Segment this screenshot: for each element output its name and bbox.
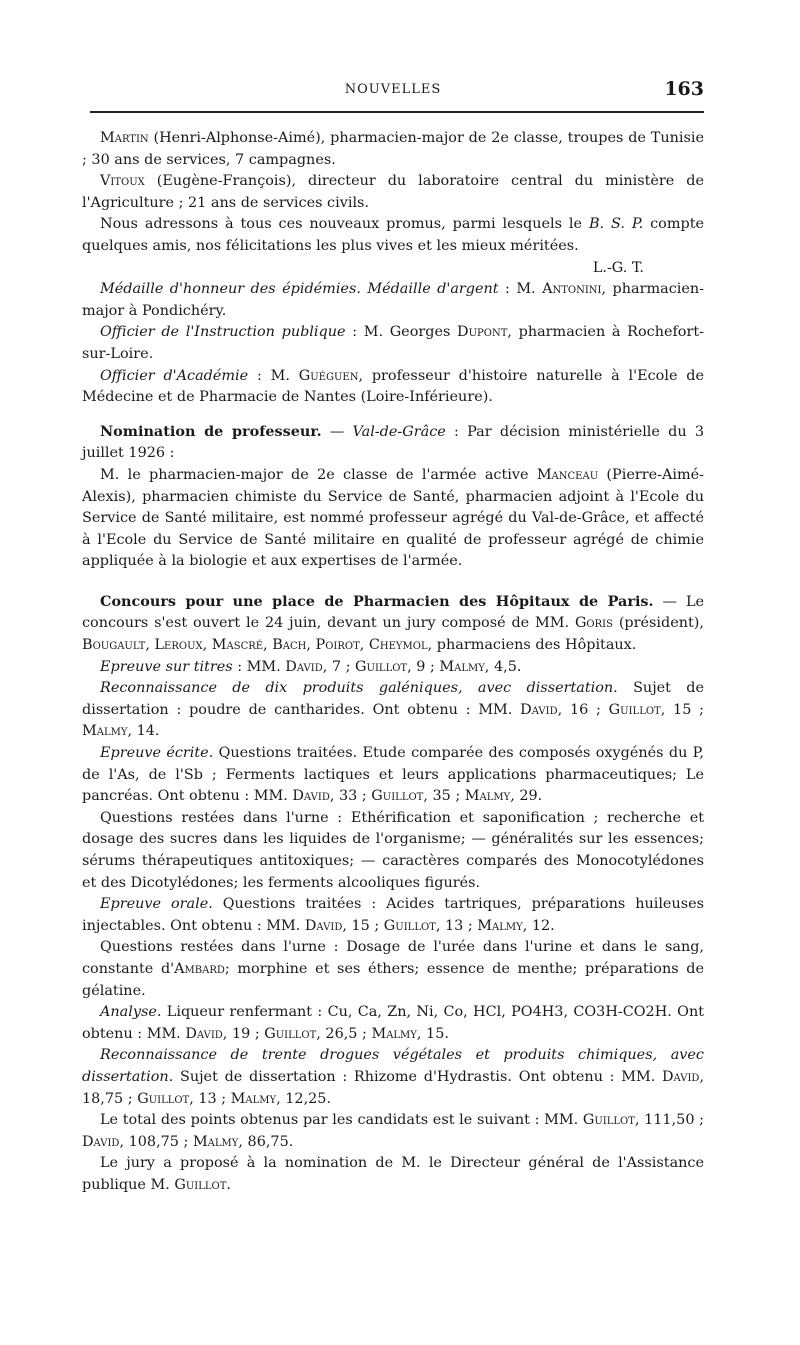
exam-title: Reconnaissance de trente drogues végétales et produits chimiques, avec dissertation. bbox=[82, 1047, 704, 1085]
person-names: Bougault, Leroux, Mascré, Bach, Poirot, Cheymol bbox=[82, 637, 428, 654]
running-header bbox=[82, 78, 704, 100]
paragraph bbox=[82, 808, 704, 894]
results: David, 7 ; Guillot, 9 ; Malmy, 4,5. bbox=[285, 658, 522, 675]
article-body bbox=[82, 128, 704, 1197]
paragraph bbox=[82, 214, 704, 257]
person-name: Goris bbox=[574, 615, 613, 632]
signature: L.-G. T. bbox=[592, 259, 644, 276]
person-name: Vitoux bbox=[100, 173, 145, 190]
results: David, 18,75 ; Guillot, 13 ; Malmy, 12,25. bbox=[82, 1068, 705, 1107]
section-heading: Concours pour une place de Pharmacien des Hôpitaux de Paris. bbox=[100, 592, 654, 610]
paragraph bbox=[82, 279, 704, 322]
text: (président), bbox=[618, 615, 704, 632]
paragraph bbox=[82, 322, 704, 365]
paragraph bbox=[82, 591, 704, 657]
text: Nous adressons à tous ces nouveaux promus, parmi lesquels le bbox=[100, 216, 583, 233]
text: Questions restées dans l'urne : Ethérification et saponification ; recherche et dosage des sucres dans les liquides de l'organisme; — généralités sur les essences; sérums thérapeutiques antitoxiques; — caractères comparés des Monocotylédones et des Dicotylédones; les ferments alcooliques figurés. bbox=[82, 809, 704, 891]
text: ; morphine et ses éthers; essence de menthe; préparations de gélatine. bbox=[82, 960, 704, 999]
paragraph bbox=[82, 678, 704, 743]
person-name: Martin bbox=[100, 130, 149, 146]
text: Questions restées dans l'urne : Dosage de l'urée dans l'urine et dans le sang, constante d' bbox=[82, 939, 704, 977]
header-title: NOUVELLES bbox=[344, 82, 442, 97]
paragraph bbox=[82, 171, 704, 214]
results: David, 16 ; Guillot, 15 ; Malmy, 14. bbox=[82, 701, 704, 740]
text: (Pierre-Aimé-Alexis), pharmacien chimiste du Service de Santé, pharmacien adjoint à l'Ecole du Service de Santé militaire, est nommé professeur agrégé du Val-de-Grâce, et affecté à l'Ecole du Service de Santé militaire en qualité de professeur agrégé de chimie appliquée à la biologie et aux expertises de l'armée. bbox=[82, 466, 704, 570]
paragraph bbox=[82, 937, 704, 1002]
text: Questions traitées. Etude comparée des composés oxygénés du P, de l'As, de l'Sb ; Ferments lactiques et leurs applications pharmaceutiques; Le pancréas. Ont obtenu : MM. bbox=[82, 745, 704, 805]
text: : M. bbox=[505, 281, 536, 298]
results: David, 19 ; Guillot, 26,5 ; Malmy, 15. bbox=[185, 1025, 449, 1042]
paragraph bbox=[82, 657, 704, 679]
person-name: Guillot bbox=[174, 1176, 227, 1193]
person-name: Manceau bbox=[536, 466, 599, 483]
text: Sujet de dissertation : poudre de cantharides. Ont obtenu : MM. bbox=[82, 680, 704, 718]
paragraph bbox=[82, 894, 704, 937]
text: Le jury a proposé à la nomination de M. le Directeur général de l'Assistance publique M. bbox=[82, 1155, 704, 1193]
text: (Henri-Alphonse-Aimé), pharmacien-major de 2e classe, troupes de Tunisie ; 30 ans de services, 7 campagnes. bbox=[82, 130, 704, 168]
paragraph bbox=[82, 128, 704, 171]
text: Questions traitées : Acides tartriques, préparations huileuses injectables. Ont obtenu : MM. bbox=[82, 896, 705, 934]
person-name: Dupont bbox=[457, 324, 508, 341]
exam-title: Epreuve sur titres bbox=[100, 658, 233, 675]
text: M. le pharmacien-major de 2e classe de l'armée active bbox=[100, 466, 529, 483]
results: David, 15 ; Guillot, 13 ; Malmy, 12. bbox=[304, 917, 555, 934]
paragraph bbox=[82, 421, 704, 465]
exam-title: Epreuve écrite. bbox=[100, 745, 214, 762]
text: — Le concours s'est ouvert le 24 juin, devant un jury composé de MM. bbox=[82, 593, 705, 632]
text: : MM. bbox=[237, 658, 281, 675]
text: (Eugène-François), directeur du laboratoire central du ministère de l'Agriculture ; 21 ans de services civils. bbox=[82, 173, 704, 211]
text: Le total des points obtenus par les candidats est le suivant : MM. bbox=[100, 1112, 579, 1129]
paragraph bbox=[82, 1002, 704, 1045]
text: : M. Georges bbox=[352, 324, 451, 341]
text: Liqueur renfermant : Cu, Ca, Zn, Ni, Co, HCl, PO4H3, CO3H-CO2H. Ont obtenu : MM. bbox=[82, 1004, 704, 1042]
page-number: 163 bbox=[664, 78, 704, 100]
award-title: Officier de l'Instruction publique bbox=[100, 324, 346, 341]
text: compte quelques amis, nos félicitations les plus vives et les mieux méritées. bbox=[82, 216, 705, 254]
paragraph bbox=[82, 1153, 704, 1196]
place: Val-de-Grâce bbox=[352, 423, 446, 440]
paragraph bbox=[82, 1045, 704, 1110]
results: David, 33 ; Guillot, 35 ; Malmy, 29. bbox=[292, 788, 543, 805]
text: , professeur d'histoire naturelle à l'Ecole de Médecine et de Pharmacie de Nantes (Loire-Inférieure). bbox=[82, 367, 704, 406]
paragraph bbox=[82, 465, 704, 573]
paragraph bbox=[82, 366, 704, 409]
exam-title: Analyse. bbox=[100, 1004, 162, 1021]
text: — bbox=[329, 423, 345, 440]
person-name: Guéguen bbox=[298, 367, 359, 384]
header-rule bbox=[90, 111, 704, 113]
text: , pharmacien-major à Pondichéry. bbox=[82, 281, 705, 319]
text: . bbox=[226, 1176, 231, 1193]
paragraph bbox=[82, 1110, 704, 1153]
society-abbrev: B. S. P. bbox=[588, 216, 644, 233]
results: Guillot, 111,50 ; David, 108,75 ; Malmy, 86,75. bbox=[82, 1112, 704, 1150]
text: : M. bbox=[256, 367, 290, 384]
exam-title: Epreuve orale. bbox=[100, 896, 213, 913]
text: , pharmacien à Rochefort-sur-Loire. bbox=[82, 324, 705, 362]
award-title: Officier d'Académie bbox=[100, 367, 249, 384]
person-name: Antonini bbox=[542, 281, 602, 298]
text: : Par décision ministérielle du 3 juillet 1926 : bbox=[82, 423, 705, 462]
paragraph bbox=[82, 743, 704, 808]
text: Sujet de dissertation : Rhizome d'Hydrastis. Ont obtenu : MM. bbox=[179, 1068, 656, 1085]
exam-title: Reconnaissance de dix produits galéniques, avec dissertation. bbox=[100, 680, 618, 697]
text: , pharmaciens des Hôpitaux. bbox=[427, 637, 637, 654]
section-heading: Nomination de professeur. bbox=[100, 422, 322, 440]
award-title: Médaille d'honneur des épidémies. Médaille d'argent bbox=[100, 281, 499, 298]
person-name: Ambard bbox=[174, 960, 225, 977]
